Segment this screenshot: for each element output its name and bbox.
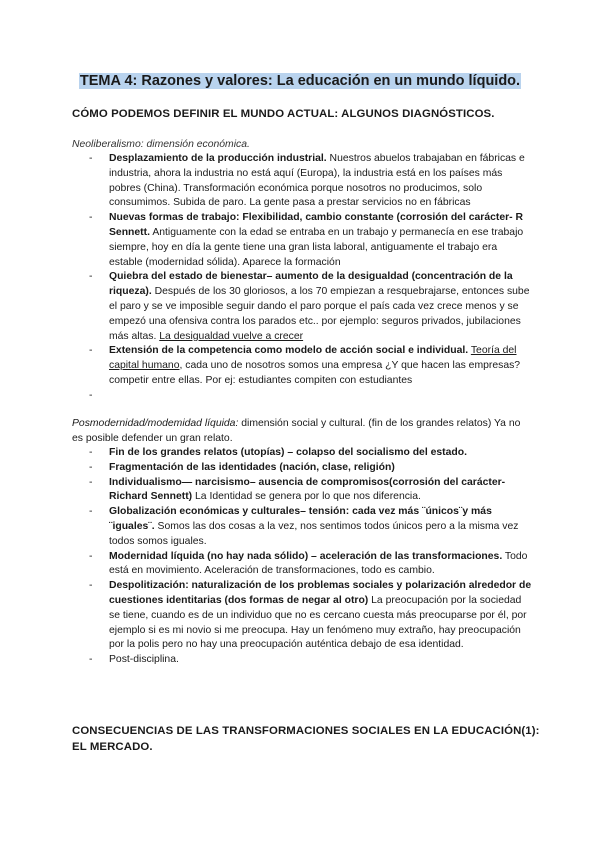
list-item: - Desplazamiento de la producción industrial. Nuestros abuelos trabajaban en fábricas e industria, ahora la industria no está aquí (Europa), la industria está en los países más pobres (China). Transformación económica porque nosotros no producimos, solo consumimos. Subida de paro. La gente pasa a prestar servicios no en fábricas (72, 152, 532, 211)
underlined-phrase: La desigualdad vuelve a crecer (159, 330, 304, 342)
neoliberalismo-list (72, 152, 532, 404)
posmodernidad-label: Posmodernidad/modemidad líquida: dimensión social y cultural. (fin de los grandes relatos) Ya no es posible defender un gran relato. (72, 418, 521, 444)
title-text: TEMA 4: Razones y valores: La educación en un mundo líquido. (79, 73, 521, 89)
section-heading-2: CONSECUENCIAS DE LAS TRANSFORMACIONES SOCIALES EN LA EDUCACIÓN(1): EL MERCADO. (72, 725, 540, 753)
list-item: - Nuevas formas de trabajo: Flexibilidad, cambio constante (corrosión del carácter- R Sennett. Antiguamente con la edad se entraba en un trabajo y permanecía en ese trabajo siempre, hoy en día la gente tiene una gran lista laboral, antiguamente el trabajo era estable (modernidad sólida). Aparece la formación (72, 211, 532, 270)
list-item: - Post-disciplina. (72, 653, 532, 668)
list-item: - Fragmentación de las identidades (nación, clase, religión) (72, 461, 532, 476)
list-item-empty (72, 389, 532, 404)
list-item: - Individualismo— narcisismo– ausencia de compromisos(corrosión del carácter-Richard Sennett) La Identidad se genera por lo que nos diferencia. (72, 476, 532, 506)
list-item: - Extensión de la competencia como modelo de acción social e individual. Teoría del capital humano, cada uno de nosotros somos una empresa ¿Y que hacen las empresas? competir entre ellas. Por ej: estudiantes compiten con estudiantes (72, 344, 532, 388)
list-item: - Modernidad líquida (no hay nada sólido) – aceleración de las transformaciones. Todo está en movimiento. Aceleración de transformaciones, todo es cambio. (72, 550, 532, 580)
list-item: - Despolitización: naturalización de los problemas sociales y polarización alrededor de cuestiones identitarias (dos formas de negar al otro) La preocupación por la sociedad se tiene, cuando es de un individuo que no es cercano cuesta más preocuparse por él, por ejemplo si es mi novio si me preocupa. Hay un fenómeno muy extraño, hay preocupación por la polis pero no hay una preocupación auténtica debajo de esa identidad. (72, 579, 532, 653)
section-heading-1: CÓMO PODEMOS DEFINIR EL MUNDO ACTUAL: ALGUNOS DIAGNÓSTICOS. (72, 108, 495, 120)
underlined-phrase: Teoría del capital humano (109, 345, 517, 372)
list-item: - Globalización económicas y culturales– tensión: cada vez más ¨únicos¨y más ¨iguales¨. Somos las dos cosas a la vez, nos sentimos todos únicos pero a la misma vez todos somos iguales. (72, 505, 532, 549)
document-title (0, 72, 600, 90)
list-item: - Fin de los grandes relatos (utopías) – colapso del socialismo del estado. (72, 446, 532, 461)
neoliberalismo-label: Neoliberalismo: dimensión económica. (72, 139, 250, 150)
posmodernidad-list (72, 446, 532, 668)
list-item: - Quiebra del estado de bienestar– aumento de la desigualdad (concentración de la riqueza). Después de los 30 gloriosos, a los 70 empiezan a resquebrajarse, entonces sube el paro y se ve imposible seguir dando el paro porque el país cada vez crece menos y se empezó una ofensiva contra los parados etc.. por ejemplo: seguros privados, jubilaciones más altas. La desigualdad vuelve a crecer (72, 270, 532, 344)
